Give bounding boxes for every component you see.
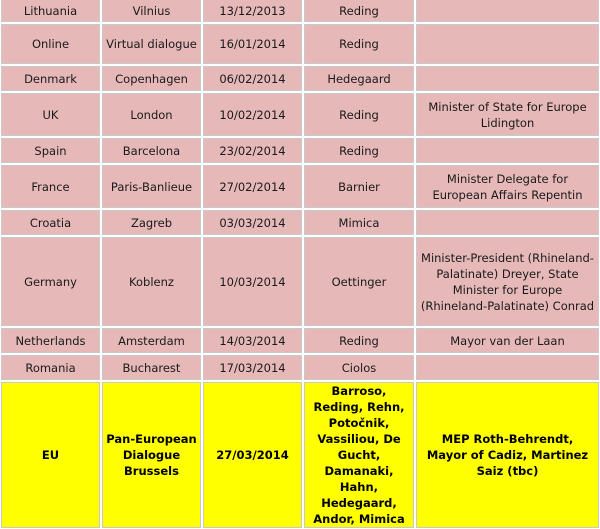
city-cell: Amsterdam [101, 327, 202, 354]
city-cell: Paris-Banlieue [101, 164, 202, 209]
country-cell: Romania [0, 354, 101, 381]
date-cell: 03/03/2014 [202, 209, 303, 236]
table-row [0, 354, 600, 381]
city-cell: Vilnius [101, 0, 202, 23]
table-row [0, 236, 600, 327]
table-row [0, 23, 600, 65]
date-cell: 14/03/2014 [202, 327, 303, 354]
country-cell: Lithuania [0, 0, 101, 23]
country-cell: UK [0, 92, 101, 137]
table-row [0, 137, 600, 164]
country-cell: EU [0, 381, 101, 529]
guest-cell [415, 65, 600, 92]
city-cell: Virtual dialogue [101, 23, 202, 65]
guest-cell: Mayor van der Laan [415, 327, 600, 354]
country-cell: Denmark [0, 65, 101, 92]
country-cell: Croatia [0, 209, 101, 236]
guest-cell [415, 23, 600, 65]
commissioner-cell: Barnier [303, 164, 415, 209]
table-row [0, 0, 600, 23]
guest-cell: MEP Roth-Behrendt, Mayor of Cadiz, Martinez Saiz (tbc) [415, 381, 600, 529]
city-cell: Bucharest [101, 354, 202, 381]
date-cell: 10/03/2014 [202, 236, 303, 327]
date-cell: 27/03/2014 [202, 381, 303, 529]
city-cell: Pan-European Dialogue Brussels [101, 381, 202, 529]
commissioner-cell: Mimica [303, 209, 415, 236]
date-cell: 17/03/2014 [202, 354, 303, 381]
guest-cell [415, 209, 600, 236]
table-row [0, 164, 600, 209]
table-row [0, 92, 600, 137]
city-cell: Zagreb [101, 209, 202, 236]
commissioner-cell: Reding [303, 0, 415, 23]
guest-cell [415, 137, 600, 164]
city-cell: Koblenz [101, 236, 202, 327]
city-cell: Copenhagen [101, 65, 202, 92]
commissioner-cell: Oettinger [303, 236, 415, 327]
country-cell: France [0, 164, 101, 209]
date-cell: 06/02/2014 [202, 65, 303, 92]
commissioner-cell: Reding [303, 327, 415, 354]
table-row [0, 209, 600, 236]
date-cell: 27/02/2014 [202, 164, 303, 209]
country-cell: Germany [0, 236, 101, 327]
city-cell: London [101, 92, 202, 137]
city-cell: Barcelona [101, 137, 202, 164]
commissioner-cell: Reding [303, 23, 415, 65]
table-row-highlighted [0, 381, 600, 529]
country-cell: Online [0, 23, 101, 65]
date-cell: 16/01/2014 [202, 23, 303, 65]
commissioner-cell: Hedegaard [303, 65, 415, 92]
table-row [0, 327, 600, 354]
guest-cell [415, 354, 600, 381]
table-row [0, 65, 600, 92]
guest-cell: Minister-President (Rhineland-Palatinate) Dreyer, State Minister for Europe (Rhineland-Palatinate) Conrad [415, 236, 600, 327]
commissioner-cell: Reding [303, 137, 415, 164]
date-cell: 13/12/2013 [202, 0, 303, 23]
date-cell: 10/02/2014 [202, 92, 303, 137]
date-cell: 23/02/2014 [202, 137, 303, 164]
guest-cell: Minister Delegate for European Affairs Repentin [415, 164, 600, 209]
country-cell: Spain [0, 137, 101, 164]
commissioner-cell: Reding [303, 92, 415, 137]
commissioner-cell: Barroso, Reding, Rehn, Potočnik, Vassiliou, De Gucht, Damanaki, Hahn, Hedegaard, Andor, Mimica [303, 381, 415, 529]
guest-cell [415, 0, 600, 23]
guest-cell: Minister of State for Europe Lidington [415, 92, 600, 137]
country-cell: Netherlands [0, 327, 101, 354]
commissioner-cell: Ciolos [303, 354, 415, 381]
